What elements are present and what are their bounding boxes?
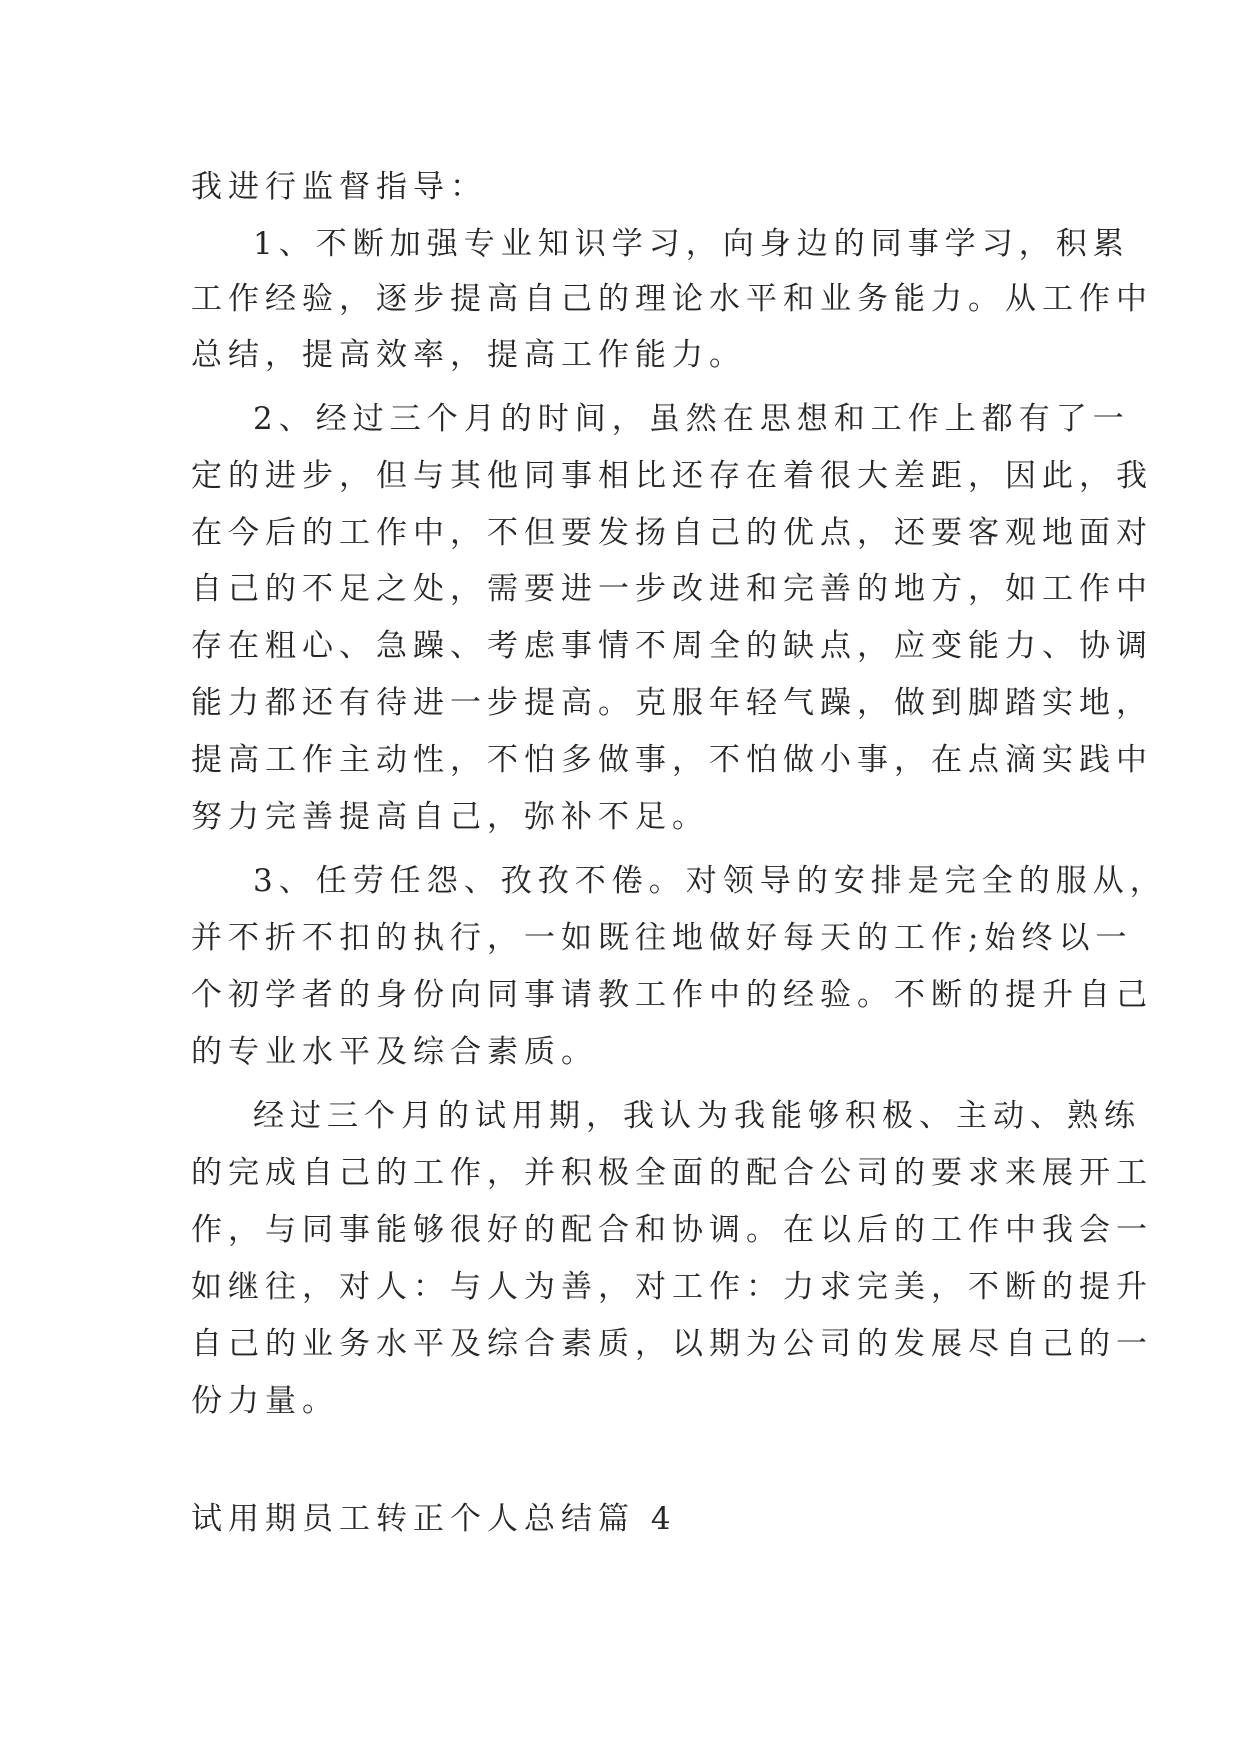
paragraph-1-line: 总结，提高效率，提高工作能力。: [191, 337, 746, 373]
text-line: 我进行监督指导：: [191, 169, 487, 205]
paragraph-2-line: 存在粗心、急躁、考虑事情不周全的缺点，应变能力、协调: [191, 628, 1153, 664]
paragraph-2-line: 努力完善提高自己，弥补不足。: [191, 799, 709, 835]
paragraph-2-line: 能力都还有待进一步提高。克服年轻气躁，做到脚踏实地，: [191, 685, 1153, 721]
paragraph-4-line: 份力量。: [191, 1383, 339, 1419]
paragraph-3-line: 个初学者的身份向同事请教工作中的经验。不断的提升自己: [191, 977, 1153, 1013]
paragraph-3-line: 3、任劳任怨、孜孜不倦。对领导的安排是完全的服从，: [253, 863, 1167, 899]
paragraph-2-line: 2、经过三个月的时间，虽然在思想和工作上都有了一: [253, 401, 1130, 437]
paragraph-1-line: 1、不断加强专业知识学习，向身边的同事学习，积累: [253, 226, 1130, 262]
paragraph-2-line: 自己的不足之处，需要进一步改进和完善的地方，如工作中: [191, 571, 1153, 607]
paragraph-2-line: 提高工作主动性，不怕多做事，不怕做小事，在点滴实践中: [191, 742, 1153, 778]
section-title: 试用期员工转正个人总结篇 4: [191, 1501, 677, 1537]
paragraph-3-line: 并不折不扣的执行，一如既往地做好每天的工作;始终以一: [191, 920, 1133, 956]
paragraph-4-line: 的完成自己的工作，并积极全面的配合公司的要求来展开工: [191, 1155, 1153, 1191]
paragraph-1-line: 工作经验，逐步提高自己的理论水平和业务能力。从工作中: [191, 281, 1153, 317]
paragraph-4-line: 作，与同事能够很好的配合和协调。在以后的工作中我会一: [191, 1212, 1153, 1248]
paragraph-4-line: 自己的业务水平及综合素质，以期为公司的发展尽自己的一: [191, 1326, 1153, 1362]
paragraph-3-line: 的专业水平及综合素质。: [191, 1034, 598, 1070]
paragraph-4-line: 如继往，对人：与人为善，对工作：力求完美，不断的提升: [191, 1269, 1153, 1305]
paragraph-2-line: 定的进步，但与其他同事相比还存在着很大差距，因此，我: [191, 458, 1153, 494]
paragraph-2-line: 在今后的工作中，不但要发扬自己的优点，还要客观地面对: [191, 515, 1153, 551]
paragraph-4-line: 经过三个月的试用期，我认为我能够积极、主动、熟练: [253, 1098, 1141, 1134]
